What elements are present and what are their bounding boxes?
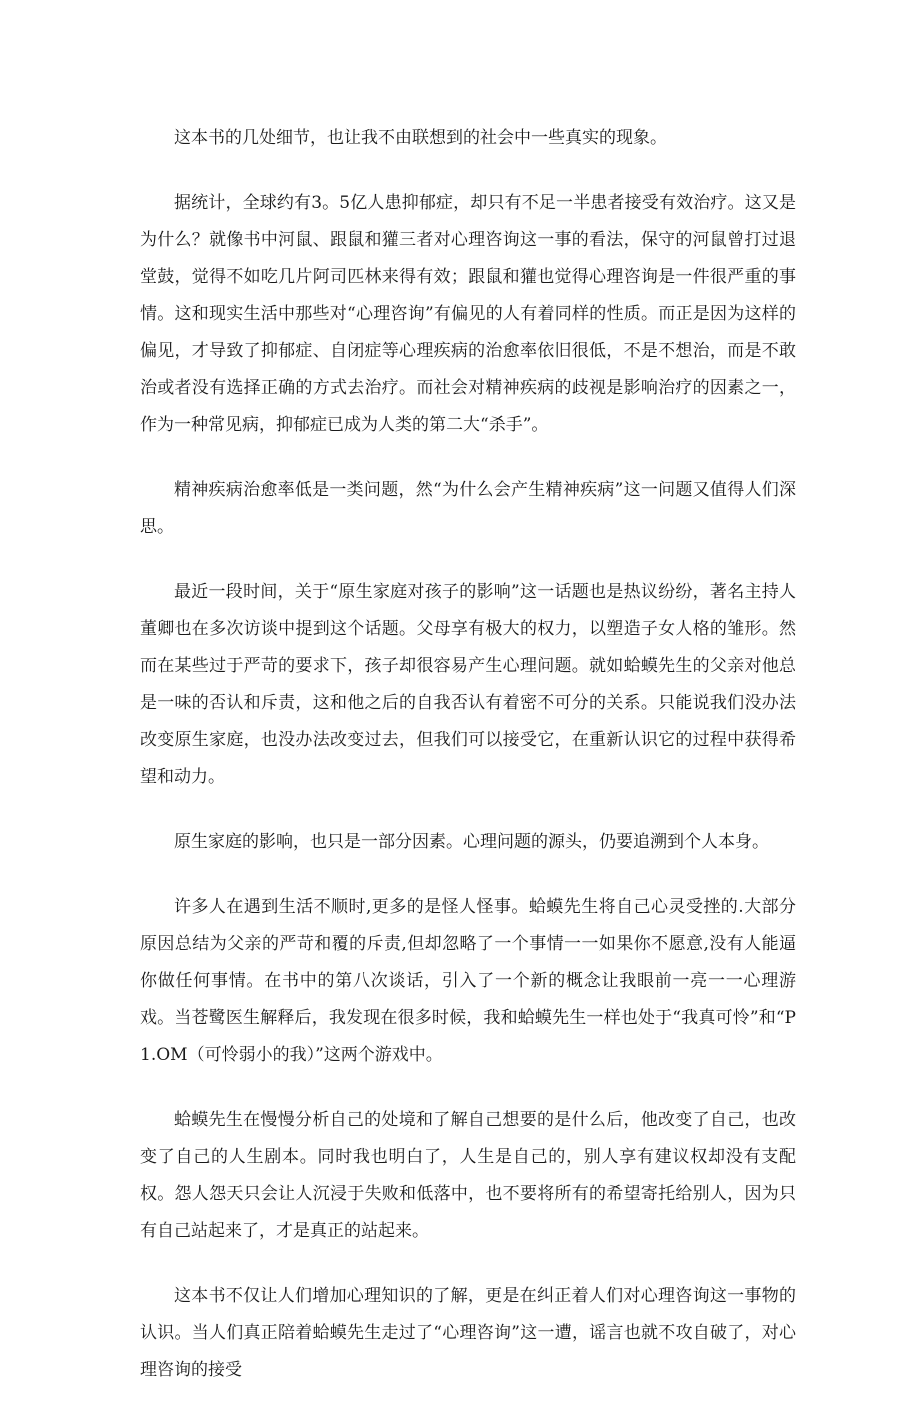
paragraph: 这本书不仅让人们增加心理知识的了解，更是在纠正着人们对心理咨询这一事物的认识。当人们真正陪着蛤蟆先生走过了“心理咨询”这一遭，谣言也就不攻自破了，对心理咨询的接受 [140, 1286, 796, 1380]
paragraph: 原生家庭的影响，也只是一部分因素。心理问题的源头，仍要追溯到个人本身。 [174, 832, 769, 852]
paragraph: 精神疾病治愈率低是一类问题，然“为什么会产生精神疾病”这一问题又值得人们深思。 [140, 480, 796, 537]
paragraph: 这本书的几处细节，也让我不由联想到的社会中一些真实的现象。 [174, 128, 667, 148]
paragraph: 据统计，全球约有3。5亿人患抑郁症，却只有不足一半患者接受有效治疗。这又是为什么？就像书中河鼠、跟鼠和獾三者对心理咨询这一事的看法，保守的河鼠曾打过退堂鼓，觉得不如吃几片阿司匹林来得有效；跟鼠和獾也觉得心理咨询是一件很严重的事情。这和现实生活中那些对“心理咨询”有偏见的人有着同样的性质。而正是因为这样的偏见，才导致了抑郁症、自闭症等心理疾病的治愈率依旧很低，不是不想治，而是不敢治或者没有选择正确的方式去治疗。而社会对精神疾病的歧视是影响治疗的因素之一，作为一种常见病，抑郁症已成为人类的第二大“杀手”。 [140, 193, 796, 435]
paragraph: 许多人在遇到生活不顺时,更多的是怪人怪事。蛤蟆先生将自己心灵受挫的.大部分原因总结为父亲的严苛和覆的斥责,但却忽略了一个事情一一如果你不愿意,没有人能逼你做任何事情。在书中的第八次谈话，引入了一个新的概念让我眼前一亮一一心理游戏。当苍鹭医生解释后，我发现在很多时候，我和蛤蟆先生一样也处于“我真可怜”和“P1.OM（可怜弱小的我）”这两个游戏中。 [140, 897, 796, 1065]
paragraph: 蛤蟆先生在慢慢分析自己的处境和了解自己想要的是什么后，他改变了自己，也改变了自己的人生剧本。同时我也明白了，人生是自己的，别人享有建议权却没有支配权。怨人怨天只会让人沉浸于失败和低落中，也不要将所有的希望寄托给别人，因为只有自己站起来了，才是真正的站起来。 [140, 1110, 796, 1241]
paragraph: 最近一段时间，关于“原生家庭对孩子的影响”这一话题也是热议纷纷，著名主持人董卿也在多次访谈中提到这个话题。父母享有极大的权力，以塑造子女人格的雏形。然而在某些过于严苛的要求下，孩子却很容易产生心理问题。就如蛤蟆先生的父亲对他总是一味的否认和斥责，这和他之后的自我否认有着密不可分的关系。只能说我们没办法改变原生家庭，也没办法改变过去，但我们可以接受它，在重新认识它的过程中获得希望和动力。 [140, 582, 796, 787]
document-body [140, 120, 796, 1417]
